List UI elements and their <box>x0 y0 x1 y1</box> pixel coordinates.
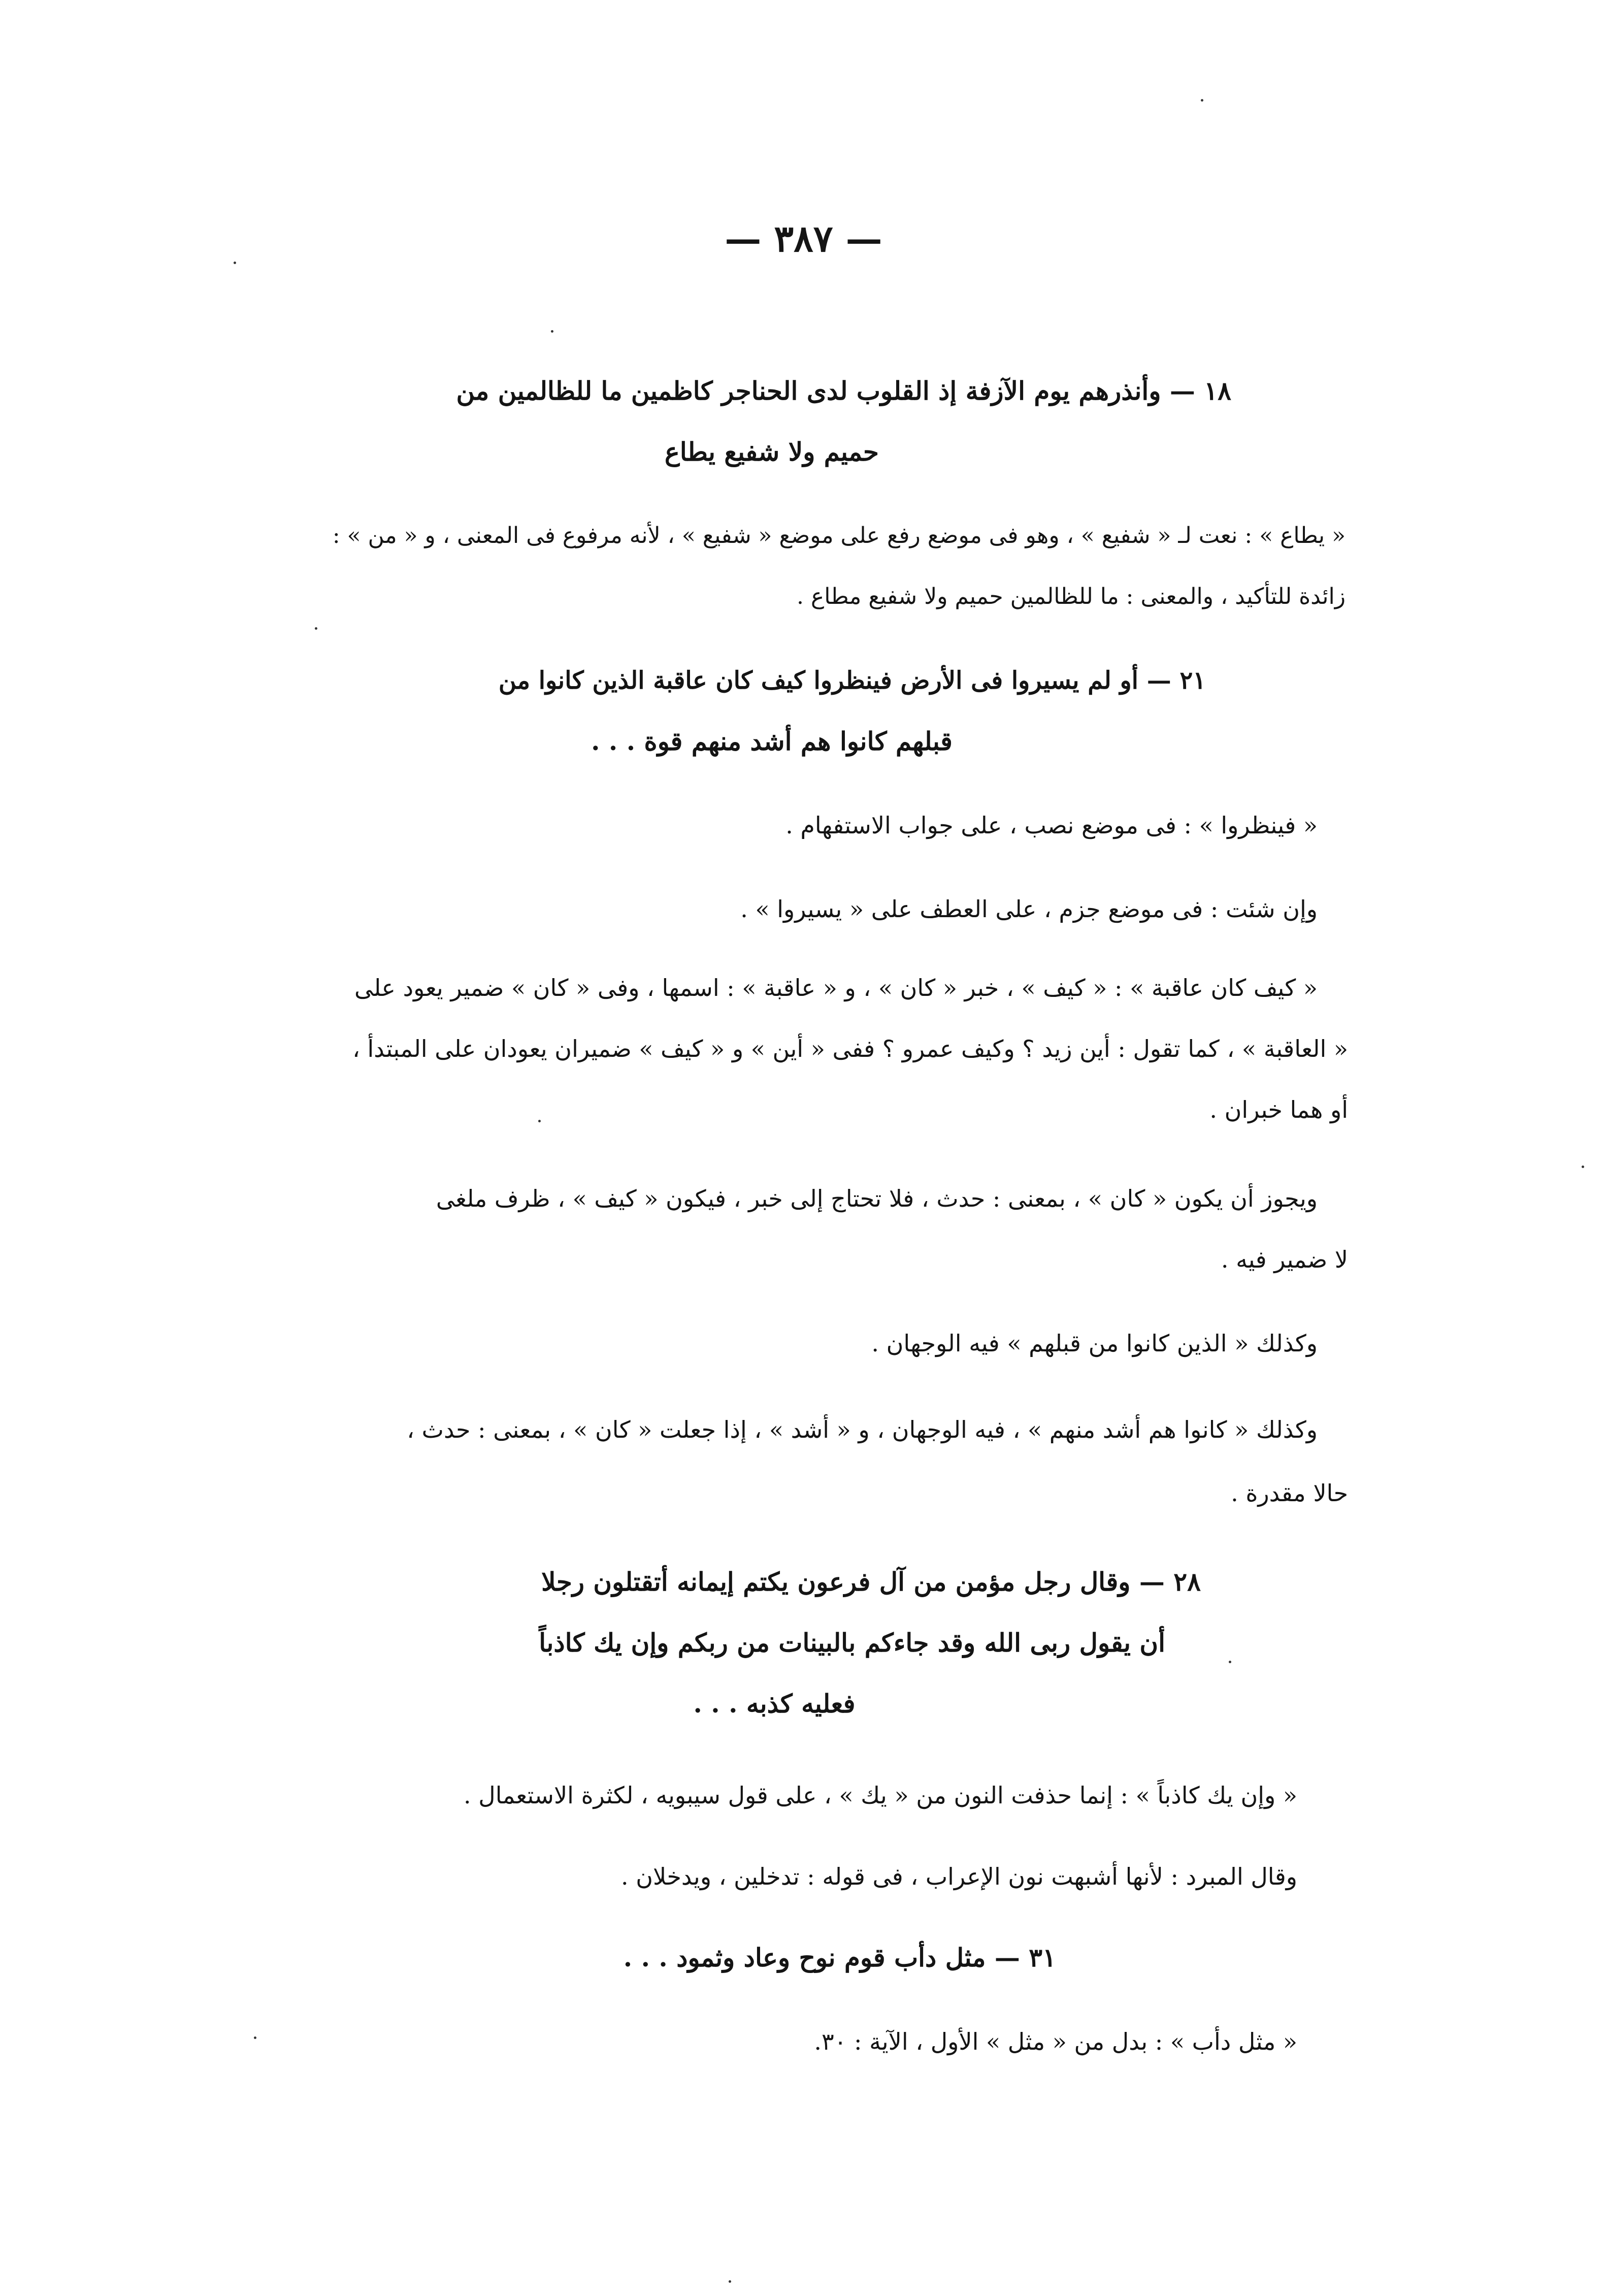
commentary-line: حالا مقدرة . <box>1231 1479 1348 1507</box>
commentary-line: « العاقبة » ، كما تقول : أين زيد ؟ وكيف عمرو ؟ ففى « أين » و « كيف » ضميران يعودان على المبتدأ ، <box>352 1035 1348 1062</box>
verse-31-line-1: ٣١ — مثل دأب قوم نوح وعاد وثمود . . . <box>623 1943 1056 1972</box>
commentary-line: « كيف كان عاقبة » : « كيف » ، خبر « كان » ، و « عاقبة » : اسمها ، وفى « كان » ضمير يعود على <box>354 974 1318 1001</box>
commentary-line: وكذلك « الذين كانوا من قبلهم » فيه الوجهان . <box>871 1330 1318 1357</box>
commentary-line: أو هما خبران . <box>1209 1096 1348 1123</box>
verse-18-line-1: ١٨ — وأنذرهم يوم الآزفة إذ القلوب لدى الحناجر كاظمين ما للظالمين من <box>456 376 1231 406</box>
scan-speck <box>254 2036 256 2039</box>
scan-speck <box>1201 99 1203 102</box>
verse-28-line-2: أن يقول ربى الله وقد جاءكم بالبينات من ربكم وإن يك كاذباً <box>539 1628 1165 1658</box>
scan-speck <box>315 627 317 630</box>
scan-speck <box>1582 1166 1584 1168</box>
verse-28-line-3: فعليه كذبه . . . <box>693 1689 856 1719</box>
commentary-line: « فينظروا » : فى موضع نصب ، على جواب الاستفهام . <box>785 812 1318 839</box>
commentary-line: لا ضمير فيه . <box>1221 1246 1348 1273</box>
commentary-line: وإن شئت : فى موضع جزم ، على العطف على « يسيروا » . <box>740 895 1318 923</box>
scan-speck <box>1229 1661 1231 1663</box>
scan-speck <box>729 2280 731 2283</box>
commentary-line: وقال المبرد : لأنها أشبهت نون الإعراب ، فى قوله : تدخلين ، ويدخلان . <box>620 1863 1297 1890</box>
scan-speck <box>551 330 553 333</box>
verse-21-line-1: ٢١ — أو لم يسيروا فى الأرض فينظروا كيف كان عاقبة الذين كانوا من <box>498 666 1206 695</box>
commentary-line: وكذلك « كانوا هم أشد منهم » ، فيه الوجهان ، و « أشد » ، إذا جعلت « كان » ، بمعنى : حدث ، <box>407 1416 1318 1443</box>
verse-28-line-1: ٢٨ — وقال رجل مؤمن من آل فرعون يكتم إيمانه أتقتلون رجلا <box>541 1567 1201 1597</box>
scan-speck <box>538 1120 541 1122</box>
scan-speck <box>234 262 236 264</box>
commentary-line: « يطاع » : نعت لـ « شفيع » ، وهو فى موضع رفع على موضع « شفيع » ، لأنه مرفوع فى المعنى ، و « من » : <box>332 523 1346 548</box>
commentary-line: ويجوز أن يكون « كان » ، بمعنى : حدث ، فلا تحتاج إلى خبر ، فيكون « كيف » ، ظرف ملغى <box>436 1185 1318 1212</box>
commentary-line: « وإن يك كاذباً » : إنما حذفت النون من « يك » ، على قول سيبويه ، لكثرة الاستعمال . <box>464 1782 1297 1809</box>
verse-18-line-2: حميم ولا شفيع يطاع <box>665 437 879 467</box>
commentary-line: « مثل دأب » : بدل من « مثل » الأول ، الآية : ٣٠. <box>814 2028 1297 2055</box>
verse-21-line-2: قبلهم كانوا هم أشد منهم قوة . . . <box>591 726 953 756</box>
page-number: — ٣٨٧ — <box>725 217 882 260</box>
commentary-line: زائدة للتأكيد ، والمعنى : ما للظالمين حميم ولا شفيع مطاع . <box>797 584 1346 609</box>
